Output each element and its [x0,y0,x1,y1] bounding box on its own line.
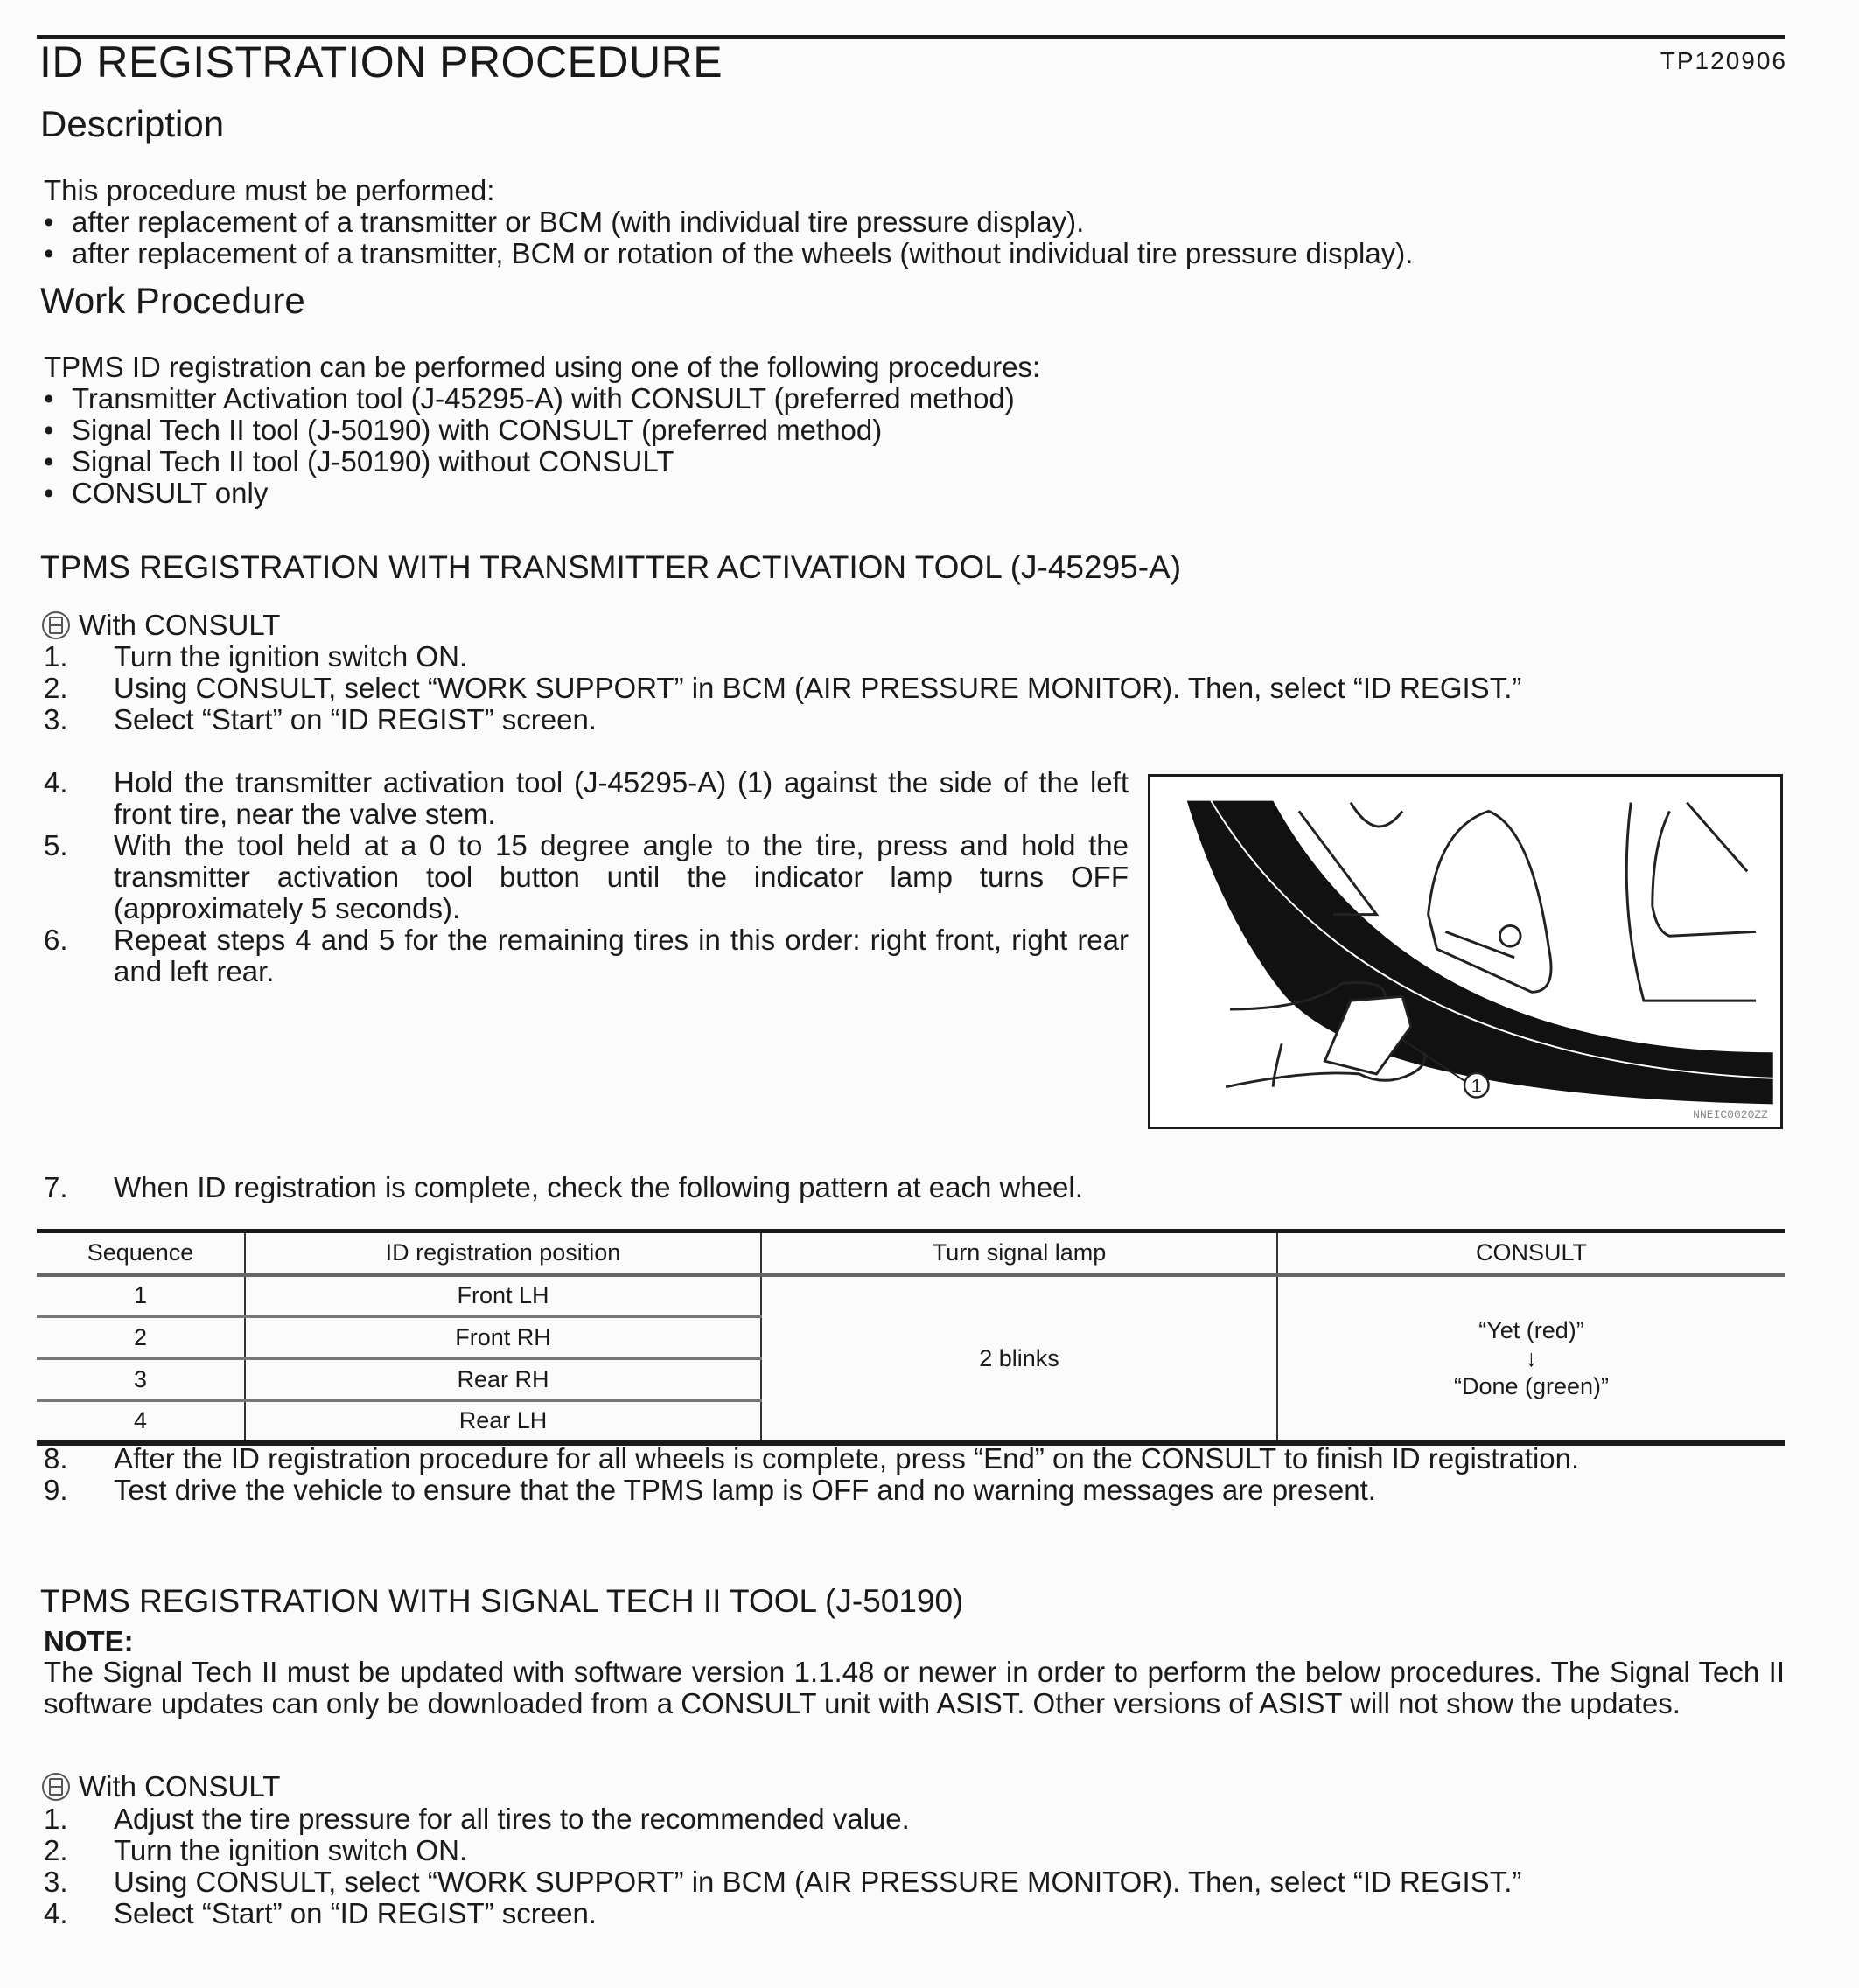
table-row [37,1275,1785,1317]
activation-tool-heading: TPMS REGISTRATION WITH TRANSMITTER ACTIVATION TOOL (J-45295-A) [40,549,1182,585]
tire-activation-illustration [1148,774,1783,1129]
cell-position: Rear LH [245,1401,761,1443]
document-code: TP120906 [1660,47,1787,74]
step-item: 7. When ID registration is complete, check the following pattern at each wheel. [44,1171,1083,1203]
activation-steps-8-9 [44,1443,1785,1506]
column-header-consult: CONSULT [1277,1231,1785,1275]
with-consult-text: With CONSULT [79,609,281,641]
with-consult-label [38,1770,280,1803]
cell-position: Front LH [245,1275,761,1317]
activation-step-7 [44,1172,1785,1203]
cell-consult-status [1277,1275,1785,1443]
cell-turn-signal: 2 blinks [761,1275,1277,1443]
list-item: • after replacement of a transmitter, BCM or rotation of the wheels (without individual tire pressure display). [44,238,1785,269]
step-item: 5. With the tool held at a 0 to 15 degree angle to the tire, press and hold the transmitter activation tool button until the indicator lamp turns OFF (approximately 5 seconds). [44,829,1129,924]
description-block [44,175,1785,269]
column-header-turn-signal: Turn signal lamp [761,1231,1277,1275]
column-header-sequence: Sequence [87,1239,194,1266]
step-item: 9. Test drive the vehicle to ensure that the TPMS lamp is OFF and no warning messages are present. [44,1474,1376,1506]
step-item: 2. Turn the ignition switch ON. [44,1834,468,1866]
description-heading: Description [40,103,225,144]
svg-text:1: 1 [1471,1074,1482,1097]
step-item: 3. Select “Start” on “ID REGIST” screen. [44,703,597,736]
step-item: 2. Using CONSULT, select “WORK SUPPORT” in BCM (AIR PRESSURE MONITOR). Then, select “ID REGIST.” [44,672,1522,704]
work-procedure-block [44,352,1785,509]
signal-tech-heading: TPMS REGISTRATION WITH SIGNAL TECH II TOOL (J-50190) [40,1583,964,1619]
activation-steps-4-6 [44,767,1129,987]
cell-sequence: 2 [37,1317,245,1359]
wheel-tool-drawing [1150,777,1780,1127]
note-label: NOTE: [44,1625,134,1657]
column-header-position: ID registration position [245,1231,761,1275]
consult-tool-icon [42,611,70,639]
figure-code: NNEIC0020ZZ [1693,1108,1768,1121]
note-text: The Signal Tech II must be updated with software version 1.1.48 or newer in order to perform the below procedures. The Signal Tech II software updates can only be downloaded from a CONSULT unit with ASIST. Other versions of ASIST will not show the updates. [44,1656,1785,1719]
step-item: 6. Repeat steps 4 and 5 for the remaining tires in this order: right front, right rear and left rear. [44,924,1129,987]
description-intro: This procedure must be performed: [44,174,495,206]
consult-tool-icon [42,1773,70,1801]
list-item: • Transmitter Activation tool (J-45295-A) with CONSULT (preferred method) [44,383,1785,415]
consult-status-to: “Done (green)” [1453,1373,1610,1399]
step-item: 1. Adjust the tire pressure for all tires to the recommended value. [44,1803,910,1835]
list-item: • CONSULT only [44,478,1785,509]
activation-steps-1-3 [44,641,1785,736]
work-procedure-intro: TPMS ID registration can be performed using one of the following procedures: [44,351,1041,383]
cell-sequence: 3 [37,1359,245,1401]
procedure-options-list [44,383,1785,509]
page-title: ID REGISTRATION PROCEDURE [39,38,723,87]
list-item: • Signal Tech II tool (J-50190) with CONSULT (preferred method) [44,415,1785,446]
table-header-row [37,1231,1785,1275]
with-consult-label [38,609,280,642]
step-item: 1. Turn the ignition switch ON. [44,640,468,673]
consult-status-from: “Yet (red)” [1478,1317,1584,1343]
cell-position: Rear RH [245,1359,761,1401]
description-list [44,206,1785,269]
step-item: 4. Hold the transmitter activation tool (J-45295-A) (1) against the side of the left front tire, near the valve stem. [44,766,1129,830]
cell-sequence: 1 [133,1282,148,1309]
list-item: • after replacement of a transmitter or BCM (with individual tire pressure display). [44,206,1785,238]
step-item: 3. Using CONSULT, select “WORK SUPPORT” in BCM (AIR PRESSURE MONITOR). Then, select “ID REGIST.” [44,1866,1522,1898]
registration-pattern-table [37,1229,1785,1446]
list-item: • Signal Tech II tool (J-50190) without CONSULT [44,446,1785,478]
with-consult-text: With CONSULT [79,1770,281,1803]
step-item: 4. Select “Start” on “ID REGIST” screen. [44,1897,597,1929]
work-procedure-heading: Work Procedure [40,280,305,321]
cell-sequence: 4 [37,1401,245,1443]
step-item: 8. After the ID registration procedure for all wheels is complete, press “End” on the CONSULT to finish ID registration. [44,1442,1580,1475]
cell-position: Front RH [245,1317,761,1359]
down-arrow-icon: ↓ [1525,1345,1538,1371]
signal-tech-steps [44,1803,1785,1929]
